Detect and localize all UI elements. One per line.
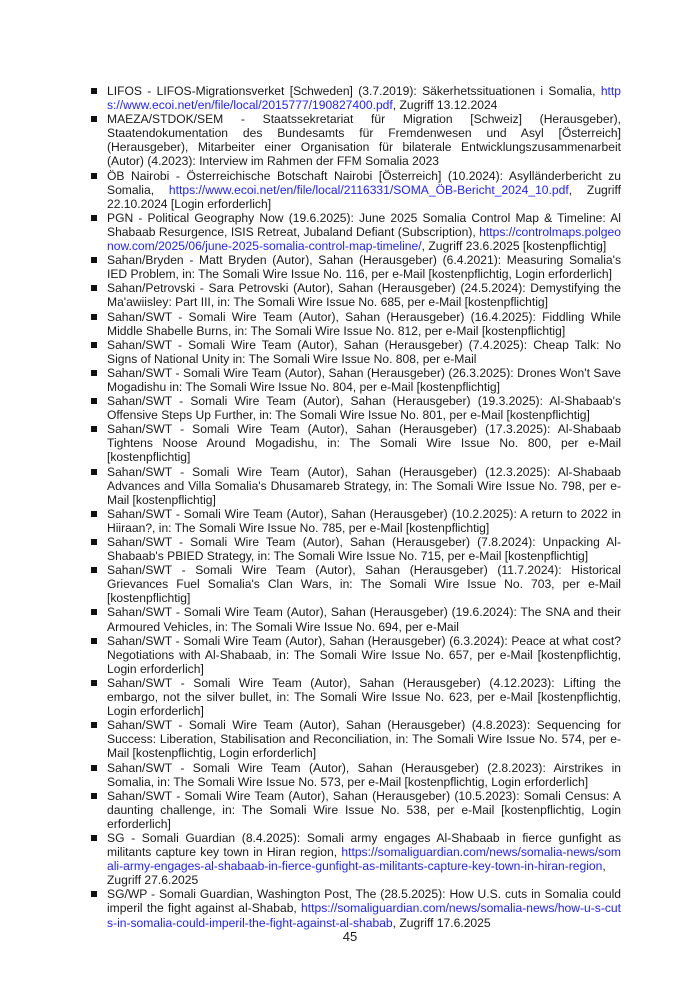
reference-text: Sahan/SWT - Somali Wire Team (Autor), Sahan (Herausgeber) (4.12.2023): Lifting the embargo, not the silver bullet, in: The Somali Wire Issue No. 623, per e-Mail [kostenpflichtig, Login erforderlich]	[107, 675, 621, 719]
reference-text: SG - Somali Guardian (8.4.2025): Somali army engages Al-Shabaab in fierce gunfight as militants capture key town in Hiran region,	[107, 830, 621, 860]
reference-item	[90, 563, 621, 605]
reference-item	[90, 169, 621, 211]
reference-access-note: , Zugriff 27.6.2025	[107, 859, 606, 888]
reference-link[interactable]: https://controlmaps.polgeonow.com/2025/06/june-2025-somalia-control-map-timeline/	[107, 224, 621, 254]
reference-text: Sahan/SWT - Somali Wire Team (Autor), Sahan (Herausgeber) (16.4.2025): Fiddling While Middle Shabelle Burns, in: The Somali Wire Issue No. 812, per e-Mail [kostenpflichtig]	[107, 309, 621, 338]
reference-item	[90, 676, 621, 718]
reference-item	[90, 718, 621, 760]
reference-item	[90, 507, 621, 535]
reference-text: Sahan/SWT - Somali Wire Team (Autor), Sahan (Herausgeber) (7.4.2025): Cheap Talk: No Signs of National Unity in: The Somali Wire Issue No. 808, per e-Mail	[107, 337, 621, 366]
reference-item	[90, 761, 621, 789]
reference-text: MAEZA/STDOK/SEM - Staatssekretariat für Migration [Schweiz] (Herausgeber), Staatendokumentation des Bundesamts für Fremdenwesen und Asyl [Österreich] (Herausgeber), Mitarbeiter einer Organisation für bilaterale Entwicklungszusammenarbeit (Autor) (4.2023): Interview im Rahmen der FFM Somalia 2023	[107, 112, 621, 169]
reference-item	[90, 112, 621, 168]
reference-text: Sahan/SWT - Somali Wire Team (Autor), Sahan (Herausgeber) (10.2.2025): A return to 2022 in Hiiraan?, in: The Somali Wire Issue No. 785, per e-Mail [kostenpflichtig]	[107, 506, 621, 535]
reference-text: LIFOS - LIFOS-Migrationsverket [Schweden] (3.7.2019): Säkerhetssituationen i Somalia,	[107, 84, 601, 98]
reference-text: SG/WP - Somali Guardian, Washington Post, The (28.5.2025): How U.S. cuts in Somalia could imperil the fight against al-Shabab,	[107, 887, 621, 916]
reference-text: Sahan/SWT - Somali Wire Team (Autor), Sahan (Herausgeber) (11.7.2024): Historical Grievances Fuel Somalia's Clan Wars, in: The Somali Wire Issue No. 703, per e-Mail [kostenpflichtig]	[107, 563, 621, 606]
reference-item	[90, 253, 621, 281]
reference-link[interactable]: https://www.ecoi.net/en/file/local/2116331/SOMA_ÖB-Bericht_2024_10.pdf	[168, 182, 569, 197]
reference-item	[90, 887, 621, 929]
reference-item	[90, 465, 621, 507]
reference-access-note: , Zugriff 22.10.2024 [Login erforderlich]	[107, 182, 621, 211]
reference-text: Sahan/SWT - Somali Wire Team (Autor), Sahan (Herausgeber) (10.5.2023): Somali Census: A daunting challenge, in: The Somali Wire Issue No. 538, per e-Mail [kostenpflichtig, Login erforderlich]	[107, 788, 621, 831]
reference-item	[90, 84, 621, 112]
reference-list	[90, 84, 621, 930]
reference-item	[90, 394, 621, 422]
reference-text: Sahan/SWT - Somali Wire Team (Autor), Sahan (Herausgeber) (6.3.2024): Peace at what cost? Negotiations with Al-Shabaab, in: The Somali Wire Issue No. 657, per e-Mail [kostenpflichtig, Login erforderlich]	[107, 633, 621, 676]
reference-item	[90, 831, 621, 887]
reference-item	[90, 281, 621, 309]
page-number: 45	[342, 929, 358, 944]
reference-text: Sahan/SWT - Somali Wire Team (Autor), Sahan (Herausgeber) (19.6.2024): The SNA and their Armoured Vehicles, in: The Somali Wire Issue No. 694, per e-Mail	[107, 605, 621, 634]
reference-item	[90, 366, 621, 394]
reference-access-note: , Zugriff 23.6.2025 [kostenpflichtig]	[421, 239, 607, 254]
reference-text: Sahan/SWT - Somali Wire Team (Autor), Sahan (Herausgeber) (2.8.2023): Airstrikes in Somalia, in: The Somali Wire Issue No. 573, per e-Mail [kostenpflichtig, Login erforderlich]	[107, 760, 621, 789]
reference-text: Sahan/SWT - Somali Wire Team (Autor), Sahan (Herausgeber) (4.8.2023): Sequencing for Success: Liberation, Stabilisation and Reconciliation, in: The Somali Wire Issue No. 574, per e-Mail [kostenpflichtig, Login erforderlich]	[107, 718, 621, 761]
reference-link[interactable]: https://somaliguardian.com/news/somalia-news/how-u-s-cuts-in-somalia-could-imperil-the-fight-against-al-shabab	[107, 901, 621, 930]
reference-text: ÖB Nairobi - Österreichische Botschaft Nairobi [Österreich] (10.2024): Asylländerbericht zu Somalia,	[107, 168, 621, 197]
reference-text: PGN - Political Geography Now (19.6.2025): June 2025 Somalia Control Map & Timeline: Al Shabaab Resurgence, ISIS Retreat, Jubaland Defiant (Subscription),	[107, 210, 621, 239]
reference-text: Sahan/Bryden - Matt Bryden (Autor), Sahan (Herausgeber) (6.4.2021): Measuring Somalia's IED Problem, in: The Somali Wire Issue No. 116, per e-Mail [kostenpflichtig, Login erforderlich]	[107, 253, 621, 282]
reference-text: Sahan/SWT - Somali Wire Team (Autor), Sahan (Herausgeber) (17.3.2025): Al-Shabaab Tightens Noose Around Mogadishu, in: The Somali Wire Issue No. 800, per e-Mail [kostenpflichtig]	[107, 422, 621, 465]
reference-text: Sahan/SWT - Somali Wire Team (Autor), Sahan (Herausgeber) (12.3.2025): Al-Shabaab Advances and Villa Somalia's Dhusamareb Strategy, in: The Somali Wire Issue No. 798, per e-Mail [kostenpflichtig]	[107, 464, 621, 507]
reference-item	[90, 605, 621, 633]
reference-item	[90, 211, 621, 253]
reference-text: Sahan/SWT - Somali Wire Team (Autor), Sahan (Herausgeber) (7.8.2024): Unpacking Al-Shabaab's PBIED Strategy, in: The Somali Wire Issue No. 715, per e-Mail [kostenpflichtig]	[107, 535, 621, 564]
reference-item	[90, 789, 621, 831]
reference-link[interactable]: https://www.ecoi.net/en/file/local/2015777/190827400.pdf	[107, 84, 621, 113]
reference-access-note: , Zugriff 13.12.2024	[392, 98, 498, 113]
reference-text: Sahan/Petrovski - Sara Petrovski (Autor), Sahan (Herausgeber) (24.5.2024): Demystifying the Ma'awiisley: Part III, in: The Somali Wire Issue No. 685, per e-Mail [kostenpflichtig]	[107, 281, 621, 310]
reference-item	[90, 422, 621, 464]
reference-link[interactable]: https://somaliguardian.com/news/somalia-news/somali-army-engages-al-shabaab-in-fierce-gunfight-as-militants-capture-key-town-in-hiran-region	[107, 845, 621, 874]
reference-access-note: , Zugriff 17.6.2025	[392, 915, 491, 930]
reference-item	[90, 535, 621, 563]
reference-item	[90, 310, 621, 338]
reference-item	[90, 634, 621, 676]
reference-text: Sahan/SWT - Somali Wire Team (Autor), Sahan (Herausgeber) (26.3.2025): Drones Won't Save Mogadishu in: The Somali Wire Issue No. 804, per e-Mail [kostenpflichtig]	[107, 365, 621, 394]
reference-item	[90, 338, 621, 366]
reference-text: Sahan/SWT - Somali Wire Team (Autor), Sahan (Herausgeber) (19.3.2025): Al-Shabaab's Offensive Steps Up Further, in: The Somali Wire Issue No. 801, per e-Mail [kostenpflichtig]	[107, 394, 621, 423]
